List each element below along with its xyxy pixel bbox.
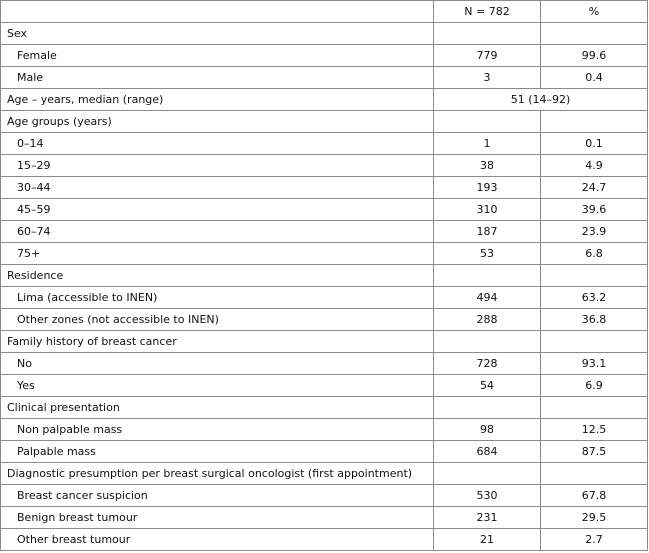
row-label: 30–44 [1,177,434,199]
row-label: 60–74 [1,221,434,243]
table-row [1,485,648,507]
count-cell: 779 [434,45,541,67]
percent-cell: 4.9 [541,155,648,177]
percent-cell: 6.9 [541,375,648,397]
percent-cell: 2.7 [541,529,648,551]
percent-cell [541,331,648,353]
count-cell: 193 [434,177,541,199]
count-cell: 54 [434,375,541,397]
table-row [1,155,648,177]
table-row [1,529,648,551]
percent-cell [541,265,648,287]
table-row [1,419,648,441]
table-row [1,45,648,67]
percent-cell: 67.8 [541,485,648,507]
table-row [1,441,648,463]
count-cell: 38 [434,155,541,177]
count-cell: 728 [434,353,541,375]
percent-cell: 24.7 [541,177,648,199]
median-range-value: 51 (14–92) [434,89,648,111]
table-row [1,353,648,375]
row-label: 75+ [1,243,434,265]
group-label: Sex [1,23,434,45]
table-row [1,507,648,529]
table-row [1,67,648,89]
group-header-row [1,397,648,419]
count-cell [434,23,541,45]
count-cell [434,331,541,353]
count-cell: 288 [434,309,541,331]
group-label: Age groups (years) [1,111,434,133]
table-row [1,133,648,155]
count-cell: 231 [434,507,541,529]
row-label: Benign breast tumour [1,507,434,529]
row-label: Lima (accessible to INEN) [1,287,434,309]
percent-cell [541,23,648,45]
table-body [1,23,648,551]
percent-cell: 99.6 [541,45,648,67]
row-label: 15–29 [1,155,434,177]
group-label: Family history of breast cancer [1,331,434,353]
percent-cell: 63.2 [541,287,648,309]
percent-cell: 6.8 [541,243,648,265]
group-label: Residence [1,265,434,287]
count-cell [434,397,541,419]
table-row [1,199,648,221]
group-label: Clinical presentation [1,397,434,419]
percent-cell: 93.1 [541,353,648,375]
percent-cell: 12.5 [541,419,648,441]
header-n-cell: N = 782 [434,1,541,23]
group-label: Diagnostic presumption per breast surgical oncologist (first appointment) [1,463,434,485]
header-blank-cell [1,1,434,23]
table-row [1,243,648,265]
count-cell: 53 [434,243,541,265]
count-cell: 310 [434,199,541,221]
row-label: 0–14 [1,133,434,155]
table-row [1,309,648,331]
count-cell: 98 [434,419,541,441]
table-row [1,89,648,111]
percent-cell: 87.5 [541,441,648,463]
percent-cell: 39.6 [541,199,648,221]
header-row [1,1,648,23]
group-header-row [1,463,648,485]
table-row [1,287,648,309]
count-cell: 684 [434,441,541,463]
count-cell: 1 [434,133,541,155]
row-label: Female [1,45,434,67]
row-label: Palpable mass [1,441,434,463]
row-label: 45–59 [1,199,434,221]
percent-cell: 0.1 [541,133,648,155]
group-header-row [1,331,648,353]
count-cell: 494 [434,287,541,309]
count-cell [434,265,541,287]
row-label: Other breast tumour [1,529,434,551]
group-header-row [1,23,648,45]
row-label: Age – years, median (range) [1,89,434,111]
row-label: Male [1,67,434,89]
percent-cell: 23.9 [541,221,648,243]
row-label: No [1,353,434,375]
count-cell: 530 [434,485,541,507]
row-label: Yes [1,375,434,397]
header-percent-cell: % [541,1,648,23]
count-cell [434,463,541,485]
percent-cell: 29.5 [541,507,648,529]
percent-cell [541,397,648,419]
count-cell: 187 [434,221,541,243]
percent-cell: 0.4 [541,67,648,89]
table-row [1,375,648,397]
group-header-row [1,265,648,287]
row-label: Non palpable mass [1,419,434,441]
count-cell [434,111,541,133]
row-label: Breast cancer suspicion [1,485,434,507]
percent-cell [541,111,648,133]
group-header-row [1,111,648,133]
percent-cell: 36.8 [541,309,648,331]
table-row [1,221,648,243]
count-cell: 3 [434,67,541,89]
percent-cell [541,463,648,485]
count-cell: 21 [434,529,541,551]
row-label: Other zones (not accessible to INEN) [1,309,434,331]
table-row [1,177,648,199]
